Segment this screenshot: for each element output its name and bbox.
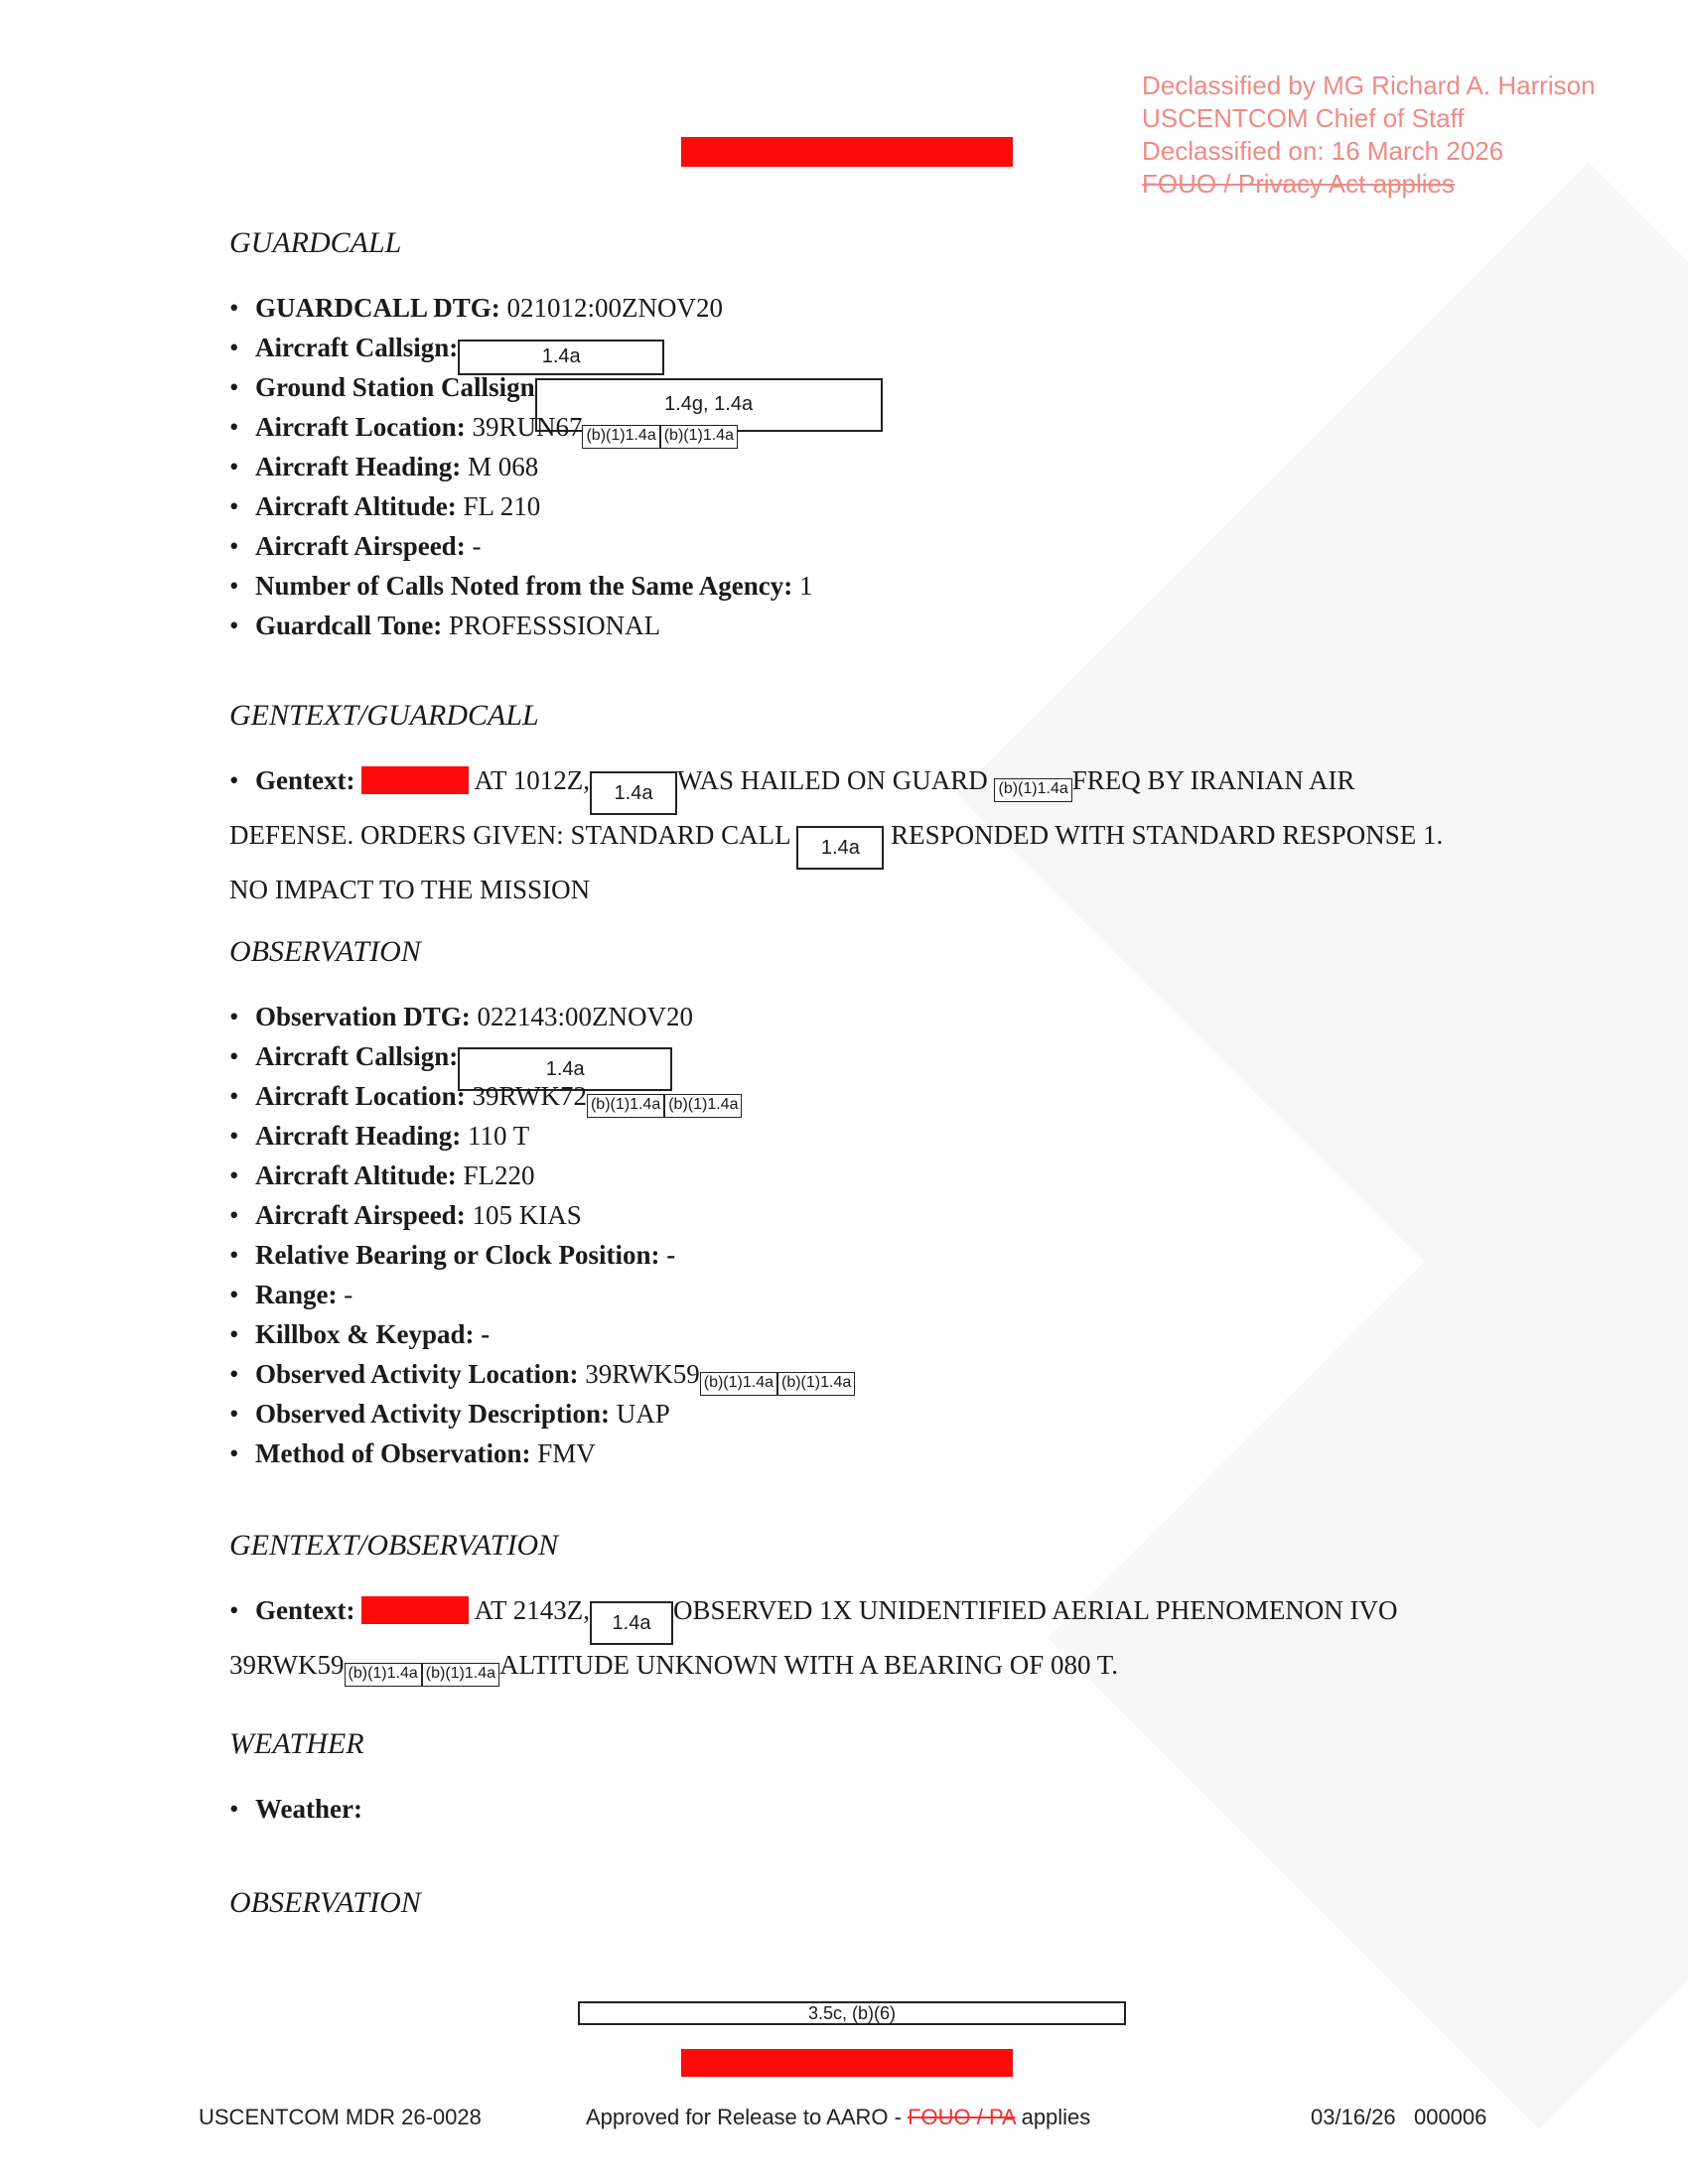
classification-box: 3.5c, (b)(6) — [578, 2001, 1126, 2025]
list-item: • Aircraft Callsign: 1.4a — [229, 1036, 855, 1076]
footer-release-text-end: applies — [1021, 2105, 1091, 2129]
redaction-box: (b)(1)1.4a — [587, 1094, 664, 1118]
field-label: Weather: — [255, 1794, 362, 1824]
list-item: • Aircraft Airspeed: 105 KIAS — [229, 1200, 582, 1230]
field-label: Relative Bearing or Clock Position: — [255, 1240, 660, 1270]
footer-document-id: USCENTCOM MDR 26-0028 — [199, 2105, 482, 2129]
field-value: M 068 — [467, 452, 539, 481]
field-value: - — [666, 1240, 676, 1270]
list-item: • Observed Activity Location: 39RWK59 (b)(1)1.4a (b)(1)1.4a — [229, 1354, 855, 1394]
guardcall-fields — [229, 288, 883, 645]
redaction-box: (b)(1)1.4a — [664, 1094, 742, 1118]
observation-fields — [229, 997, 855, 1473]
footer-release-note — [586, 2105, 1090, 2130]
field-label: Method of Observation: — [255, 1438, 531, 1468]
gentext-guardcall-paragraph: • Gentext: AT 1012Z, 1.4a WAS HAILED ON GUARD (b)(1)1.4a FREQ BY IRANIAN AIR DEFENSE. ORDERS GIVEN: STANDARD CALL 1.4a RESPONDED WITH STANDARD RESPONSE 1. NO IMPACT TO THE MISSION — [229, 765, 1444, 904]
redaction-box: (b)(1)1.4a — [777, 1372, 855, 1396]
field-value: - — [472, 531, 482, 561]
field-label: Aircraft Airspeed: — [255, 531, 466, 561]
redaction-box: 1.4a — [590, 771, 677, 815]
field-label: Killbox & Keypad: — [255, 1319, 475, 1349]
field-label: Observed Activity Location: — [255, 1359, 579, 1389]
list-item: • Aircraft Heading: 110 T — [229, 1121, 530, 1151]
field-value: PROFESSSIONAL — [449, 611, 661, 640]
gentext-text: RESPONDED WITH STANDARD RESPONSE 1. NO IMPACT TO THE MISSION — [229, 820, 1444, 904]
section-title-gentext-observation: GENTEXT/OBSERVATION — [229, 1529, 559, 1562]
field-label: Aircraft Heading: — [255, 452, 462, 481]
list-item: • Aircraft Altitude: FL220 — [229, 1160, 535, 1190]
field-label: Aircraft Callsign: — [255, 333, 459, 362]
field-label: Observation DTG: — [255, 1002, 471, 1031]
field-label: Aircraft Callsign: — [255, 1041, 459, 1071]
field-value: FL220 — [463, 1160, 535, 1190]
field-value: 022143:00ZNOV20 — [477, 1002, 694, 1031]
list-item: • Method of Observation: FMV — [229, 1438, 596, 1468]
field-label: Gentext: — [255, 765, 355, 795]
field-value: - — [344, 1280, 353, 1309]
field-label: Range: — [255, 1280, 338, 1309]
field-label: Guardcall Tone: — [255, 611, 443, 640]
footer-release-text: Approved for Release to AARO - — [586, 2105, 902, 2129]
gentext-text: AT 2143Z, — [474, 1595, 590, 1625]
redaction-block — [361, 766, 469, 794]
list-item: • Observation DTG: 022143:00ZNOV20 — [229, 1002, 694, 1031]
field-label: Ground Station Callsign — [255, 372, 535, 402]
redaction-box: (b)(1)1.4a — [422, 1663, 499, 1687]
list-item: • Number of Calls Noted from the Same Agency: 1 — [229, 571, 813, 601]
gentext-observation-paragraph: • Gentext: AT 2143Z, 1.4a OBSERVED 1X UNIDENTIFIED AERIAL PHENOMENON IVO 39RWK59 (b)(1)1.4a (b)(1)1.4a ALTITUDE UNKNOWN WITH A BEARING OF 080 T. — [229, 1590, 1480, 1687]
field-value: UAP — [616, 1399, 670, 1429]
field-value: 105 KIAS — [472, 1200, 582, 1230]
gentext-text: OBSERVED 1X UNIDENTIFIED AERIAL PHENOMENON IVO 39RWK59 — [229, 1595, 1398, 1680]
field-label: GUARDCALL DTG: — [255, 293, 500, 323]
declassification-stamp — [1142, 69, 1596, 201]
list-item: • Aircraft Airspeed: - — [229, 531, 482, 561]
list-item: • Guardcall Tone: PROFESSSIONAL — [229, 611, 661, 640]
redaction-block — [361, 1596, 469, 1624]
field-value: 39RWK72 — [472, 1081, 587, 1111]
section-title-observation: OBSERVATION — [229, 935, 421, 968]
gentext-text: FREQ BY IRANIAN AIR DEFENSE. ORDERS GIVEN: STANDARD CALL — [229, 765, 1355, 850]
field-value: 1 — [798, 571, 813, 601]
list-item: • Relative Bearing or Clock Position: - — [229, 1240, 676, 1270]
redaction-box: 1.4a — [590, 1601, 673, 1645]
field-label: Aircraft Altitude: — [255, 1160, 457, 1190]
list-item: • Weather: — [229, 1794, 362, 1824]
list-item: • Killbox & Keypad: - — [229, 1319, 491, 1349]
field-value: 39RWK59 — [585, 1359, 700, 1389]
redaction-box: (b)(1)1.4a — [700, 1372, 777, 1396]
field-value: 110 T — [467, 1121, 530, 1151]
field-label: Gentext: — [255, 1595, 355, 1625]
field-label: Number of Calls Noted from the Same Agency: — [255, 571, 793, 601]
field-value: FL 210 — [463, 491, 541, 521]
field-value: 021012:00ZNOV20 — [506, 293, 724, 323]
field-value: 39RUN67 — [472, 412, 583, 442]
footer-release-strike: FOUO / PA — [908, 2105, 1016, 2129]
weather-fields — [229, 1789, 362, 1829]
list-item: • GUARDCALL DTG: 021012:00ZNOV20 — [229, 293, 724, 323]
list-item: • Aircraft Heading: M 068 — [229, 452, 539, 481]
field-label: Aircraft Location: — [255, 412, 466, 442]
field-value: FMV — [537, 1438, 596, 1468]
stamp-line-2: USCENTCOM Chief of Staff — [1142, 103, 1465, 133]
list-item: • Aircraft Altitude: FL 210 — [229, 491, 541, 521]
list-item: • Observed Activity Description: UAP — [229, 1399, 670, 1429]
field-label: Aircraft Heading: — [255, 1121, 462, 1151]
list-item: • Ground Station Callsign1.4g, 1.4a — [229, 367, 883, 407]
redaction-box: 1.4a — [458, 1047, 672, 1091]
gentext-text: AT 1012Z, — [474, 765, 590, 795]
field-label: Aircraft Location: — [255, 1081, 466, 1111]
list-item: • Aircraft Location: 39RWK72 (b)(1)1.4a (b)(1)1.4a — [229, 1076, 855, 1116]
footer-date-page: 03/16/26 000006 — [1311, 2105, 1487, 2129]
field-label: Observed Activity Description: — [255, 1399, 610, 1429]
redaction-box: (b)(1)1.4a — [345, 1663, 422, 1687]
classification-redaction-top — [681, 137, 1013, 167]
section-title-gentext-guardcall: GENTEXT/GUARDCALL — [229, 699, 539, 732]
gentext-text: ALTITUDE UNKNOWN WITH A BEARING OF 080 T. — [499, 1650, 1118, 1680]
section-title-weather: WEATHER — [229, 1727, 364, 1760]
classification-redaction-bottom — [681, 2049, 1013, 2077]
stamp-line-3: Declassified on: 16 March 2026 — [1142, 136, 1504, 166]
stamp-line-4: FOUO / Privacy Act applies — [1142, 169, 1455, 199]
section-title-guardcall: GUARDCALL — [229, 226, 402, 259]
redaction-box: 1.4a — [458, 340, 664, 375]
gentext-text: WAS HAILED ON GUARD — [677, 765, 988, 795]
list-item: • Aircraft Location: 39RUN67 (b)(1)1.4a (b)(1)1.4a — [229, 407, 883, 447]
redaction-box: (b)(1)1.4a — [994, 778, 1071, 802]
redaction-box: (b)(1)1.4a — [660, 425, 738, 449]
field-label: Aircraft Airspeed: — [255, 1200, 466, 1230]
redaction-box: 1.4g, 1.4a — [535, 378, 883, 432]
field-value: - — [481, 1319, 491, 1349]
section-title-observation-2: OBSERVATION — [229, 1886, 421, 1919]
list-item: • Aircraft Callsign: 1.4a — [229, 328, 883, 367]
redaction-box: 1.4a — [796, 826, 884, 870]
stamp-line-1: Declassified by MG Richard A. Harrison — [1142, 70, 1596, 100]
list-item: • Range: - — [229, 1280, 353, 1309]
field-label: Aircraft Altitude: — [255, 491, 457, 521]
redaction-box: (b)(1)1.4a — [582, 425, 659, 449]
